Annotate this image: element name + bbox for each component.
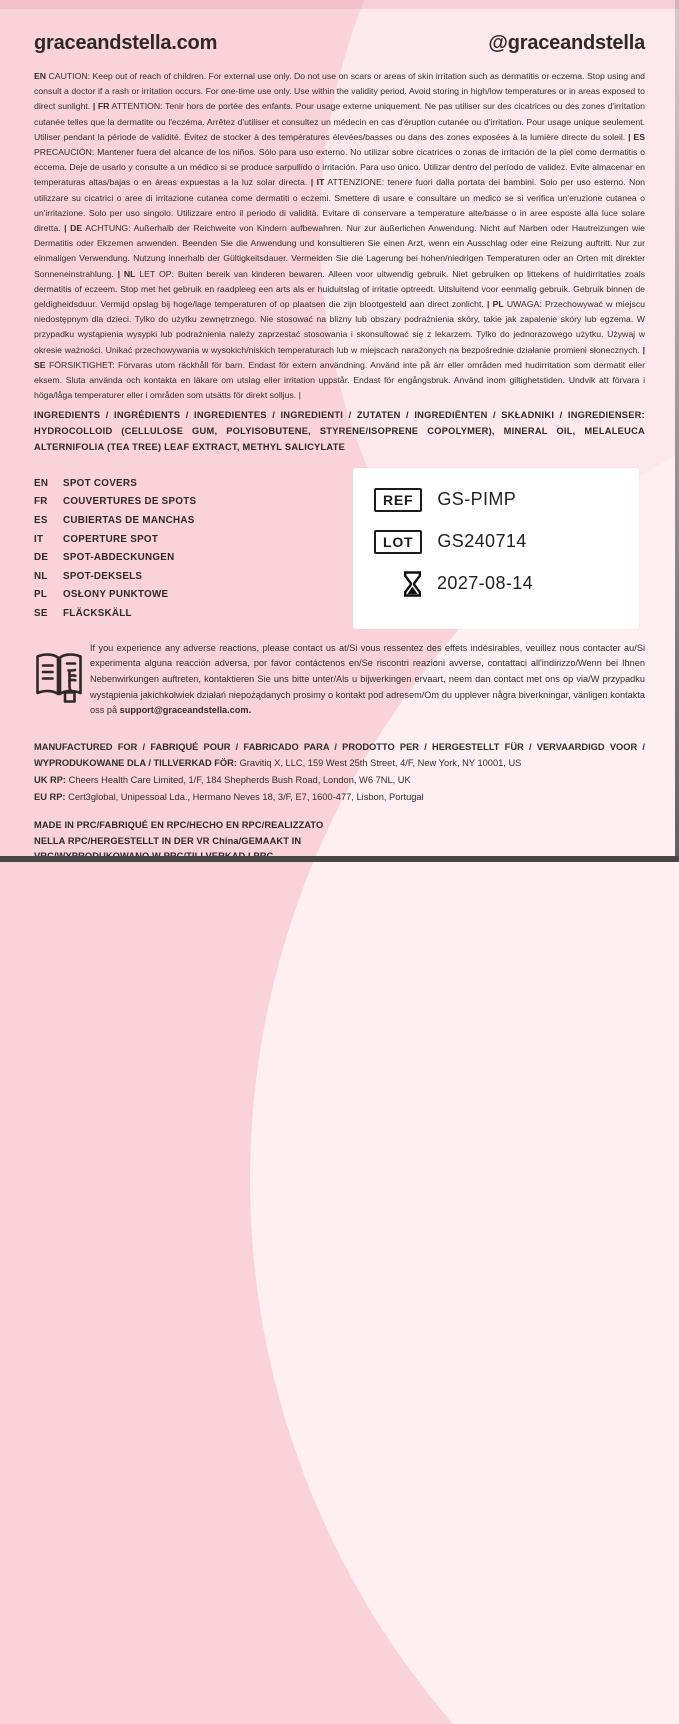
language-code: PL bbox=[34, 589, 48, 601]
language-label: COPERTURE SPOT bbox=[63, 533, 159, 545]
lot-row bbox=[374, 527, 639, 557]
social-handle-text: @graceandstella bbox=[488, 32, 645, 54]
language-label: FLÄCKSKÄLL bbox=[63, 608, 132, 620]
lot-symbol: LOT bbox=[374, 530, 422, 554]
ref-symbol: REF bbox=[374, 488, 422, 512]
package-right-shadow-edge bbox=[675, 0, 679, 862]
language-row bbox=[34, 496, 353, 507]
ref-lot-expiry-box bbox=[353, 468, 639, 629]
language-row bbox=[34, 552, 353, 563]
language-label: SPOT-DEKSELS bbox=[63, 570, 143, 582]
language-code: SE bbox=[34, 608, 48, 620]
language-row bbox=[34, 515, 353, 526]
language-row bbox=[34, 608, 353, 619]
language-label: COUVERTURES DE SPOTS bbox=[63, 496, 197, 508]
manufactured-for-line: MANUFACTURED FOR / FABRIQUÉ POUR / FABRICADO PARA / PRODOTTO PER / HERGESTELLT FÜR / VERVAARDIGD VOOR / WYPRODUKOWANE DLA / TILLVERKAD FÖR: Gravitiq X, LLC, 159 West 25th Street, 4/F, New York, NY 10001, US bbox=[34, 741, 645, 769]
uk-rp-line: UK RP: Cheers Health Care Limited, 1/F, 184 Shepherds Bush Road, London, W6 7NL, UK bbox=[34, 775, 411, 786]
eu-rp-line: EU RP: Cert3global, Unipessoal Lda., Hermano Neves 18, 3/F, E7, 1600-477, Lisbon, Portugal bbox=[34, 791, 424, 802]
language-label: CUBIERTAS DE MANCHAS bbox=[63, 515, 195, 527]
header bbox=[34, 32, 645, 55]
language-code: ES bbox=[34, 515, 48, 527]
lot-value: GS240714 bbox=[437, 531, 527, 552]
language-label: SPOT COVERS bbox=[63, 477, 138, 489]
language-code: EN bbox=[34, 477, 49, 489]
caution-paragraph: EN CAUTION: Keep out of reach of children. For external use only. Do not use on scars or areas of skin irritation such as dermatitis or eczema. Stop using and consult a doctor if a rash or irritation occurs. For one-time use only. Use within the validity period. Avoid storing in high/low temperatures or in areas exposed to direct sunlight. | FR ATTENTION: Tenir hors de portée des enfants. Pour usage externe uniquement. Ne pas utiliser sur des cicatrices ou des zones d'irritation cutanée telles que la dermatite ou l'eczéma. Arrêtez d'utiliser et consultez un médecin en cas d'éruption cutanée ou d'irritation. Pour usage unique seulement. Utiliser pendant la période de validité. Évitez de stocker à des températures élevées/basses ou dans des zones exposées à la lumière directe du soleil. | ES PRECAUCIÓN: Mantener fuera del alcance de los niños. Sólo para uso externo. No utilizar sobre cicatrices o zonas de irritación de la piel como dermatitis o eccema. Deje de usarlo y consulte a un médico si se produce sarpullido o irritación. Para uso único. Utilizar dentro del período de validez. Evite almacenar en temperaturas altas/bajas o en áreas expuestas a la luz solar directa. | IT ATTENZIONE: tenere fuori dalla portata dei bambini. Solo per uso esterno. Non utilizzare su cicatrici o aree di irritazione cutanea come dermatiti o eczemi. Smettere di usare e consultare un medico se si verifica un'eruzione cutanea o un'irritazione. Solo per uso singolo. Utilizzare entro il periodo di validità. Evitare di conservare a temperature alte/basse o in aree esposte alla luce solare diretta. | DE ACHTUNG: Außerhalb der Reichweite von Kindern aufbewahren. Nur zur äußerlichen Anwendung. Nicht auf Narben oder Hautreizungen wie Dermatitis oder Ekzemen anwenden. Beenden Sie die Anwendung und konsultieren Sie einen Arzt, wenn ein Ausschlag oder eine Reizung auftritt. Nur zur einmaligen Verwendung. Nutzung innerhalb der Gültigkeitsdauer. Vermeiden Sie die Lagerung bei hohen/niedrigen Temperaturen oder an Orten mit direkter Sonneneinstrahlung. | NL LET OP: Buiten bereik van kinderen bewaren. Alleen voor uitwendig gebruik. Niet gebruiken op littekens of huidirritaties zoals dermatitis of eczeem. Stop met het gebruik en raadpleeg een arts als er huiduitslag of irritatie optreedt. Uitsluitend voor eenmalig gebruik. Gebruik binnen de geldigheidsduur. Vermijd opslag bij hoge/lage temperaturen of op plaatsen die zijn blootgesteld aan direct zonlicht. | PL UWAGA: Przechowywać w miejscu niedostępnym dla dzieci. Tylko do użytku zewnętrznego. Nie stosować na blizny lub obszary podrażnienia skóry, takie jak zapalenie skóry lub egzema. W przypadku wystąpienia wysypki lub podrażnienia należy zaprzestać stosowania i skonsultować się z lekarzem. Tylko do jednorazowego użytku. Używaj w okresie ważności. Unikać przechowywania w wysokich/niskich temperaturach lub w miejscach narażonych na bezpośrednie działanie promieni słonecznych. | SE FÖRSIKTIGHET: Förvaras utom räckhåll för barn. Endast för extern användning. Använd inte på ärr eller områden med hudirritation som dermatit eller eksem. Sluta använda och kontakta en läkare om utslag eller irritation uppstår. Endast för engångsbruk. Använd inom giltighetstiden. Undvik att förvara i höga/låga temperaturer eller i områden som utsätts för direkt solljus. | bbox=[34, 71, 645, 401]
language-row bbox=[34, 534, 353, 545]
language-code: IT bbox=[34, 533, 44, 545]
adverse-reactions-paragraph: If you experience any adverse reactions, please contact us at/Si vous ressentez des effets indésirables, veuillez nous contacter au/Si experimenta alguna reacción adversa, por favor contáctenos en/Se riscontri reazioni avverse, contattaci all'indirizzo/Wenn bei Ihnen Nebenwirkungen auftreten, kontaktieren Sie uns bitte unter/Als u bijwerkingen ervaart, neem dan contact met ons op via/W przypadku wystąpienia jakichkolwiek działań niepożądanych prosimy o kontakt pod adresem/Om du upplever några biverkningar, vänligen kontakta oss på support@graceandstella.com. bbox=[90, 642, 645, 716]
middle-row bbox=[34, 468, 645, 629]
made-in-line: MADE IN PRC/FABRIQUÉ EN RPC/HECHO EN RPC/REALIZZATO bbox=[34, 820, 324, 831]
language-code: FR bbox=[34, 496, 48, 508]
ref-row bbox=[374, 485, 639, 515]
package-bottom-shadow-edge bbox=[0, 856, 679, 862]
ingredients-paragraph: INGREDIENTS / INGRÉDIENTS / INGREDIENTES / INGREDIENTI / ZUTATEN / INGREDIËNTEN / SKŁADNIKI / INGREDIENSER: HYDROCOLLOID (CELLULOSE GUM, POLYISOBUTENE, STYRENE/ISOPRENE COPOLYMER), MINERAL OIL, MELALEUCA ALTERNIFOLIA (TEA TREE) LEAF EXTRACT, METHYL SALICYLATE bbox=[34, 410, 645, 453]
consult-instructions-booklet-icon bbox=[34, 641, 88, 719]
hourglass-icon bbox=[403, 571, 422, 597]
language-label: OSŁONY PUNKTOWE bbox=[63, 589, 169, 601]
decor-top-strip bbox=[0, 0, 679, 9]
expiry-date-value: 2027-08-14 bbox=[437, 573, 534, 594]
expiry-row bbox=[374, 569, 639, 599]
adverse-reactions-section bbox=[34, 641, 645, 719]
language-row bbox=[34, 571, 353, 582]
made-in-line: NELLA RPC/HERGESTELLT IN DER VR China/GEMAAKT IN bbox=[34, 835, 302, 846]
language-label: SPOT-ABDECKUNGEN bbox=[63, 552, 175, 564]
ref-value: GS-PIMP bbox=[437, 489, 517, 510]
language-row bbox=[34, 589, 353, 600]
language-code: DE bbox=[34, 552, 49, 564]
manufacturer-section bbox=[34, 739, 645, 805]
product-name-language-list bbox=[34, 468, 353, 627]
language-row bbox=[34, 478, 353, 489]
language-code: NL bbox=[34, 570, 48, 582]
website-text: graceandstella.com bbox=[34, 32, 218, 54]
